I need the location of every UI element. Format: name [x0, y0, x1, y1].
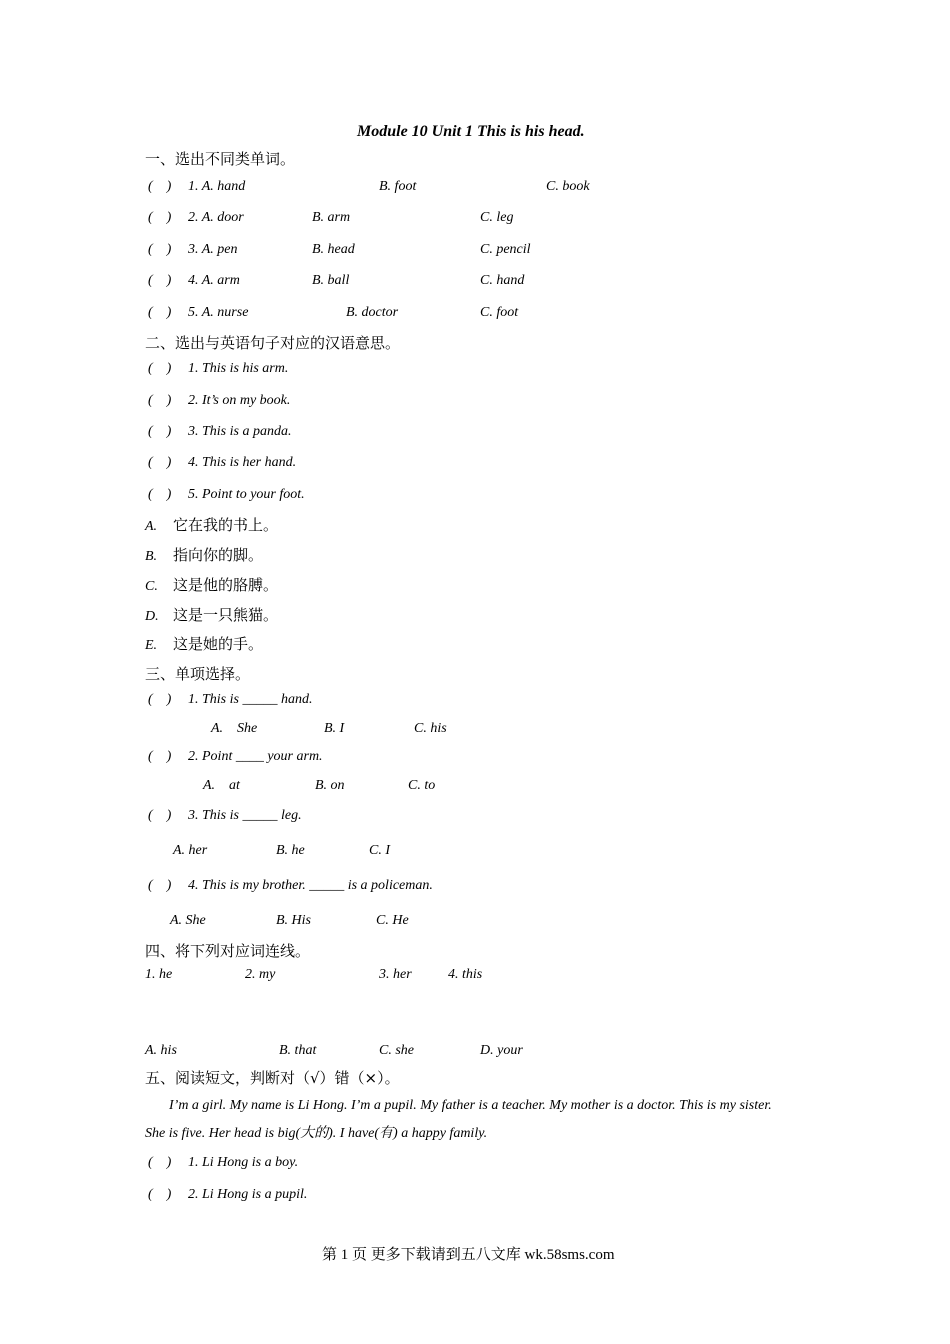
section-2-heading: 二、选出与英语句子对应的汉语意思。 — [145, 334, 401, 352]
s2-option-letter: C. — [145, 579, 158, 594]
s3-q1-option-b: B. I — [324, 721, 345, 736]
page-footer: 第 1 页 更多下载请到五八文库 wk.58sms.com — [322, 1247, 615, 1263]
s1-q3-a: 3. A. pen — [188, 242, 238, 257]
section-4-heading: 四、将下列对应词连线。 — [145, 942, 311, 960]
s2-option-letter: A. — [145, 519, 158, 534]
page-title: Module 10 Unit 1 This is his head. — [357, 123, 585, 140]
answer-bracket: ( ) — [148, 487, 172, 502]
s4-top-word-3: 3. her — [379, 967, 412, 982]
s1-q5-a: 5. A. nurse — [188, 305, 249, 320]
answer-bracket: ( ) — [148, 179, 172, 194]
s4-bottom-word-d: D. your — [480, 1043, 523, 1058]
s2-item-1: 1. This is his arm. — [188, 361, 289, 376]
s4-bottom-word-c: C. she — [379, 1043, 414, 1058]
s3-q2-option-c: C. to — [408, 778, 436, 793]
answer-bracket: ( ) — [148, 1187, 172, 1202]
s4-bottom-word-a: A. his — [145, 1043, 177, 1058]
s2-option-letter: D. — [145, 609, 159, 624]
s5-statement-2: 2. Li Hong is a pupil. — [188, 1187, 308, 1202]
answer-bracket: ( ) — [148, 393, 172, 408]
s2-option-text: 指向你的脚。 — [173, 546, 264, 564]
s3-question-2: 2. Point ____ your arm. — [188, 749, 323, 764]
s2-option-text: 这是一只熊猫。 — [173, 606, 279, 624]
s2-option-letter: B. — [145, 549, 158, 564]
s2-option-text: 它在我的书上。 — [173, 516, 279, 534]
s3-q3-option-b: B. he — [276, 843, 305, 858]
s2-item-3: 3. This is a panda. — [188, 424, 292, 439]
s1-q2-b: B. arm — [312, 210, 351, 225]
s2-item-5: 5. Point to your foot. — [188, 487, 305, 502]
s1-q5-b: B. doctor — [346, 305, 399, 320]
s3-q2-option-b: B. on — [315, 778, 345, 793]
s5-statement-1: 1. Li Hong is a boy. — [188, 1155, 299, 1170]
s3-q1-option-a: A. She — [211, 721, 258, 736]
s1-q5-c: C. foot — [480, 305, 519, 320]
s3-q4-option-b: B. His — [276, 913, 311, 928]
s3-q4-option-c: C. He — [376, 913, 409, 928]
s2-item-4: 4. This is her hand. — [188, 455, 297, 470]
answer-bracket: ( ) — [148, 273, 172, 288]
section-3-heading: 三、单项选择。 — [145, 665, 251, 683]
s3-q2-option-a: A. at — [203, 778, 240, 793]
answer-bracket: ( ) — [148, 878, 172, 893]
s1-q2-c: C. leg — [480, 210, 514, 225]
s2-option-text: 这是他的胳膊。 — [173, 576, 279, 594]
s3-q4-option-a: A. She — [170, 913, 206, 928]
s2-option-text: 这是她的手。 — [173, 635, 264, 653]
s1-q4-b: B. ball — [312, 273, 350, 288]
s4-bottom-word-b: B. that — [279, 1043, 317, 1058]
answer-bracket: ( ) — [148, 424, 172, 439]
s3-q3-option-a: A. her — [173, 843, 208, 858]
s1-q1-b: B. foot — [379, 179, 417, 194]
s2-option-letter: E. — [145, 638, 158, 653]
s1-q2-a: 2. A. door — [188, 210, 244, 225]
s1-q3-b: B. head — [312, 242, 355, 257]
reading-passage-line-1: I’m a girl. My name is Li Hong. I’m a pupil. My father is a teacher. My mother is a doctor. This is my sister. — [169, 1098, 772, 1113]
answer-bracket: ( ) — [148, 1155, 172, 1170]
reading-passage-line-2: She is five. Her head is big(大的). I have(有) a happy family. — [145, 1126, 488, 1141]
section-1-heading: 一、选出不同类单词。 — [145, 150, 296, 168]
s1-q1-c: C. book — [546, 179, 590, 194]
s3-question-3: 3. This is _____ leg. — [188, 808, 302, 823]
s3-question-1: 1. This is _____ hand. — [188, 692, 313, 707]
s1-q4-a: 4. A. arm — [188, 273, 240, 288]
answer-bracket: ( ) — [148, 361, 172, 376]
section-5-heading: 五、阅读短文，判断对（√）错（×）。 — [145, 1069, 400, 1087]
s3-question-4: 4. This is my brother. _____ is a policeman. — [188, 878, 433, 893]
s4-top-word-4: 4. this — [448, 967, 483, 982]
s1-q3-c: C. pencil — [480, 242, 531, 257]
answer-bracket: ( ) — [148, 749, 172, 764]
answer-bracket: ( ) — [148, 305, 172, 320]
s4-top-word-1: 1. he — [145, 967, 173, 982]
answer-bracket: ( ) — [148, 692, 172, 707]
answer-bracket: ( ) — [148, 808, 172, 823]
answer-bracket: ( ) — [148, 455, 172, 470]
s3-q3-option-c: C. I — [369, 843, 390, 858]
s1-q1-a: 1. A. hand — [188, 179, 246, 194]
s1-q4-c: C. hand — [480, 273, 525, 288]
s2-item-2: 2. It’s on my book. — [188, 393, 291, 408]
answer-bracket: ( ) — [148, 210, 172, 225]
s3-q1-option-c: C. his — [414, 721, 447, 736]
s4-top-word-2: 2. my — [245, 967, 276, 982]
answer-bracket: ( ) — [148, 242, 172, 257]
